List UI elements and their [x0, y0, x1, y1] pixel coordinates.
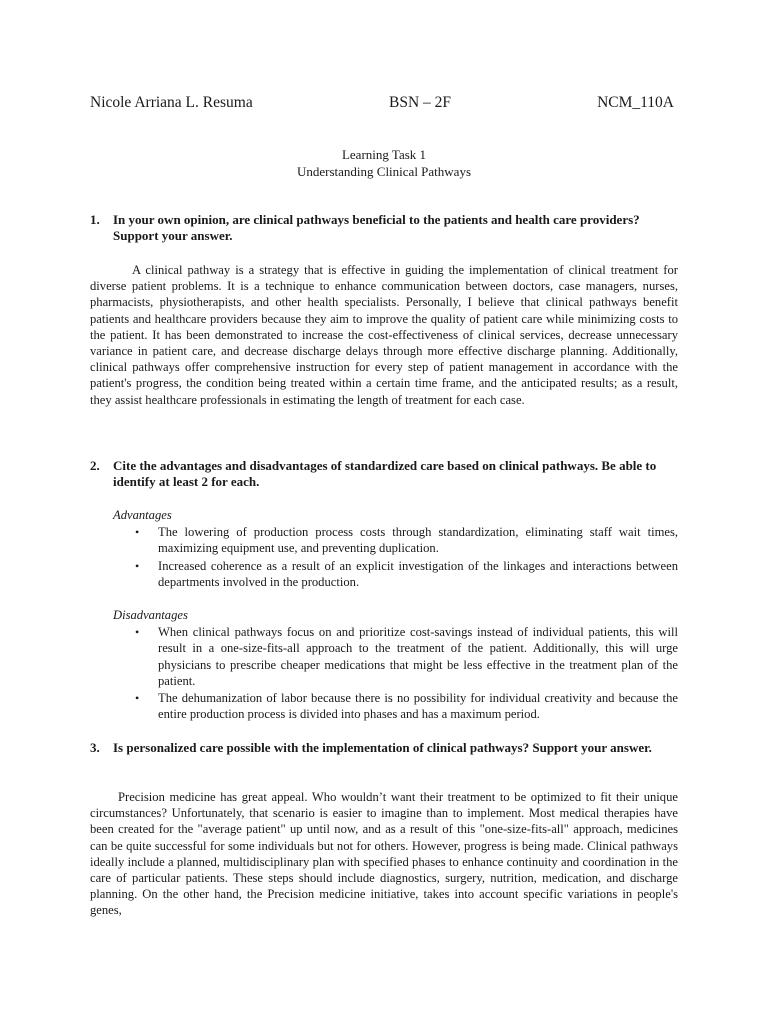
list-item-text: The lowering of production process costs through standardization, eliminating staff wait times, maximizing equipment use, and preventing duplication. — [158, 525, 678, 556]
document-title — [0, 146, 768, 180]
disadvantages-label: Disadvantages — [113, 608, 188, 622]
question-text: In your own opinion, are clinical pathways beneficial to the patients and health care providers? Support your answer. — [113, 212, 640, 243]
list-item — [113, 624, 678, 689]
answer-3: Precision medicine has great appeal. Who wouldn’t want their treatment to be optimized to fit their unique circumstances? Unfortunately, that scenario is easier to imagine than to implement. Most medical therapies have been created for the "average patient" up until now, and as a result of this "one-size-fits-all" approach, medicines can be quite successful for some individuals but not for others. However, progress is being made. Clinical pathways ideally include a planned, multidisciplinary plan with specified phases to enhance continuity and coordination in the care of particular patients. These steps should include diagnostics, surgery, nutrition, medication, and discharge planning. On the other hand, the Precision medicine initiative, takes into account specific variations in people's genes, — [90, 790, 678, 918]
list-item-text: When clinical pathways focus on and prioritize cost-savings instead of individual patients, this will result in a one-size-fits-all approach to the treatment of the patient. Additionally, this will urge physicians to prescribe cheaper medications that might be less effective in the treatment plan of the patient. — [158, 625, 678, 688]
list-item — [113, 558, 678, 591]
question-2 — [90, 458, 680, 490]
question-text: Is personalized care possible with the implementation of clinical pathways? Support your answer. — [113, 740, 652, 755]
student-name: Nicole Arriana L. Resuma — [90, 94, 253, 111]
title-line-1: Learning Task 1 — [341, 147, 427, 162]
question-number: 3. — [90, 740, 100, 755]
question-text: Cite the advantages and disadvantages of standardized care based on clinical pathways. Be able to identify at least 2 for each. — [113, 458, 657, 489]
advantages-list — [113, 524, 678, 591]
bullet-icon: • — [135, 625, 140, 639]
question-number: 2. — [90, 458, 100, 473]
course-code: NCM_110A — [597, 94, 674, 111]
list-item-text: The dehumanization of labor because there is no possibility for individual creativity and because the entire production process is divided into phases and has a maximum period. — [158, 691, 678, 722]
bullet-icon: • — [135, 525, 140, 539]
question-number: 1. — [90, 212, 100, 227]
list-item-text: Increased coherence as a result of an explicit investigation of the linkages and interactions between departments involved in the production. — [158, 558, 678, 589]
list-item — [113, 524, 678, 557]
question-1 — [90, 212, 680, 244]
document-header — [90, 94, 674, 116]
advantages-label: Advantages — [113, 508, 172, 522]
bullet-icon: • — [135, 691, 140, 706]
answer-1: A clinical pathway is a strategy that is effective in guiding the implementation of clinical treatment for diverse patient problems. It is a technique to enhance communication between doctors, case managers, nurses, pharmacists, physiotherapists, and other health specialists. Personally, I believe that clinical pathways benefit patients and healthcare providers because they aim to improve the quality of patient care while minimizing costs to the patient. It has been demonstrated to increase the cost-effectiveness of clinical services, decrease unnecessary variance in patient care, and decrease discharge delays through more effective discharge planning. Additionally, clinical pathways offer comprehensive instruction for every step of patient management in accordance with the patient's progress, the condition being treated within a certain time frame, and the anticipated results; as a result, they assist healthcare professionals in estimating the length of treatment for each case. — [90, 263, 678, 407]
student-section: BSN – 2F — [389, 94, 452, 111]
disadvantages-list — [113, 624, 678, 724]
bullet-icon: • — [135, 558, 140, 573]
list-item — [113, 690, 678, 723]
title-line-2: Understanding Clinical Pathways — [296, 164, 472, 179]
question-3 — [90, 740, 680, 756]
